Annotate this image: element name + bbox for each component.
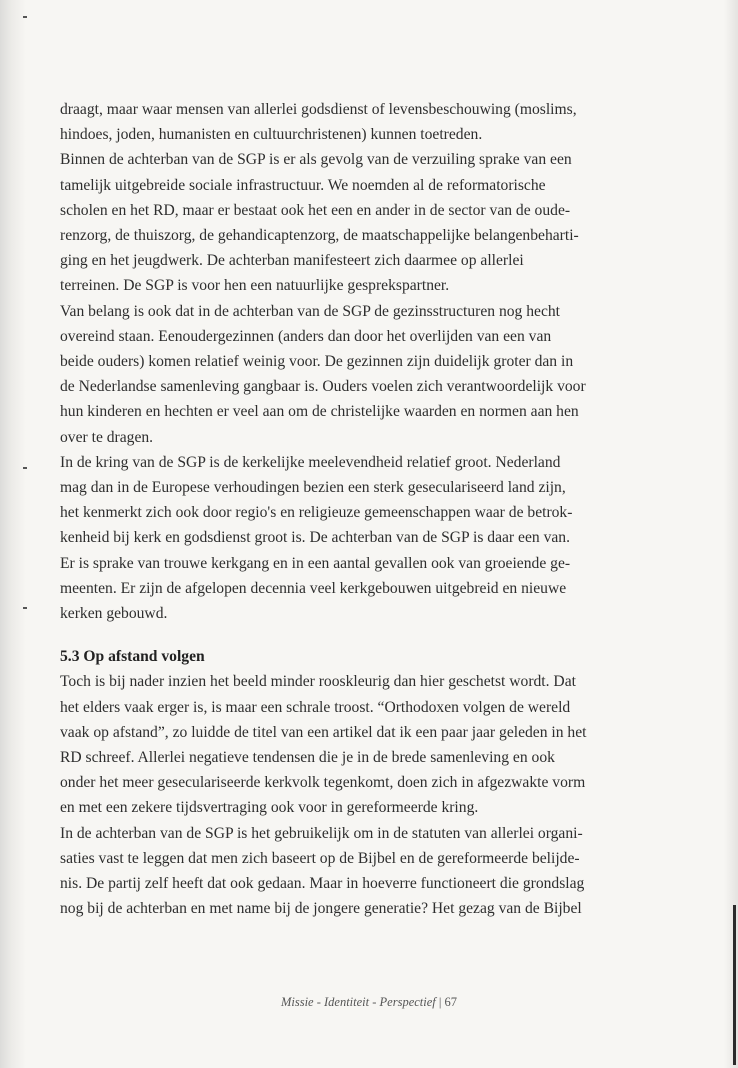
text-line: kenheid bij kerk en godsdienst groot is. De achterban van de SGP is daar een van. [60, 529, 570, 547]
scan-mark [23, 16, 27, 18]
text-line: en met een zekere tijdsvertraging ook voor in gereformeerde kring. [60, 799, 479, 817]
footer-title: Missie - Identiteit - Perspectief [280, 995, 436, 1009]
text-line: ging en het jeugdwerk. De achterban manifesteert zich daarmee op allerlei [60, 252, 524, 270]
text-line: terreinen. De SGP is voor hen een natuurlijke gesprekspartner. [60, 277, 450, 295]
text-line: onder het meer geseculariseerde kerkvolk tegenkomt, doen zich in afgezwakte vorm [60, 774, 586, 792]
text-line: Toch is bij nader inzien het beeld minder rooskleurig dan hier geschetst wordt. Dat [60, 673, 576, 691]
page-footer [0, 995, 738, 1010]
text-line: hun kinderen en hechten er veel aan om de christelijke waarden en normen aan hen [60, 403, 579, 421]
body-text [60, 97, 680, 922]
text-line: Van belang is ook dat in de achterban van de SGP de gezinsstructuren nog hecht [60, 302, 561, 320]
text-line: vaak op afstand”, zo luidde de titel van een artikel dat ik een paar jaar geleden in het [60, 723, 587, 741]
text-line: beide ouders) komen relatief weinig voor. De gezinnen zijn duidelijk groter dan in [60, 353, 574, 371]
text-line: draagt, maar waar mensen van allerlei godsdienst of levensbeschouwing (moslims, [60, 101, 577, 118]
text-line: Er is sprake van trouwe kerkgang en in een aantal gevallen ook van groeiende ge- [60, 554, 571, 572]
text-line: nog bij de achterban en met name bij de jongere generatie? Het gezag van de Bijbel [60, 900, 582, 918]
page-number: 67 [444, 995, 458, 1009]
scan-mark [23, 607, 27, 609]
text-line: saties vast te leggen dat men zich baseert op de Bijbel en de gereformeerde belijde- [60, 849, 580, 867]
paragraphs-before [60, 97, 680, 626]
footer-separator: | [435, 995, 445, 1009]
text-line: kerken gebouwd. [60, 605, 168, 623]
text-line: scholen en het RD, maar er bestaat ook het een en ander in de sector van de oude- [60, 201, 571, 219]
scan-mark [23, 467, 27, 469]
text-line: over te dragen. [60, 428, 154, 446]
text-line: nis. De partij zelf heeft dat ook gedaan. Maar in hoeverre functioneert die grondslag [60, 875, 585, 893]
text-line: de Nederlandse samenleving gangbaar is. Ouders voelen zich verantwoordelijk voor [60, 378, 586, 396]
text-line: Binnen de achterban van de SGP is er als gevolg van de verzuiling sprake van een [60, 151, 572, 169]
page-left-edge-shadow [0, 0, 26, 1068]
text-line: In de kring van de SGP is de kerkelijke meelevendheid relatief groot. Nederland [60, 453, 561, 471]
text-line: In de achterban van de SGP is het gebruikelijk om in de statuten van allerlei organi- [60, 824, 583, 842]
section-heading: 5.3 Op afstand volgen [60, 648, 205, 666]
text-line: renzorg, de thuiszorg, de gehandicaptenzorg, de maatschappelijke belangenbeharti- [60, 227, 579, 245]
text-line: RD schreef. Allerlei negatieve tendensen die je in de brede samenleving en ook [60, 749, 555, 767]
text-line: het elders vaak erger is, is maar een schrale troost. “Orthodoxen volgen de wereld [60, 698, 571, 716]
text-line: overeind staan. Eenoudergezinnen (anders dan door het overlijden van een van [60, 327, 552, 345]
text-line: hindoes, joden, humanisten en cultuurchristenen) kunnen toetreden. [60, 126, 483, 144]
text-line: meenten. Er zijn de afgelopen decennia veel kerkgebouwen uitgebreid en nieuwe [60, 579, 567, 597]
text-line: tamelijk uitgebreide sociale infrastructuur. We noemden al de reformatorische [60, 176, 546, 194]
text-line: mag dan in de Europese verhoudingen bezien een sterk geseculariseerd land zijn, [60, 479, 566, 497]
paragraphs-after [60, 669, 680, 921]
text-line: het kenmerkt zich ook door regio's en religieuze gemeenschappen waar de betrok- [60, 504, 573, 522]
page-right-edge-line [733, 905, 736, 1065]
